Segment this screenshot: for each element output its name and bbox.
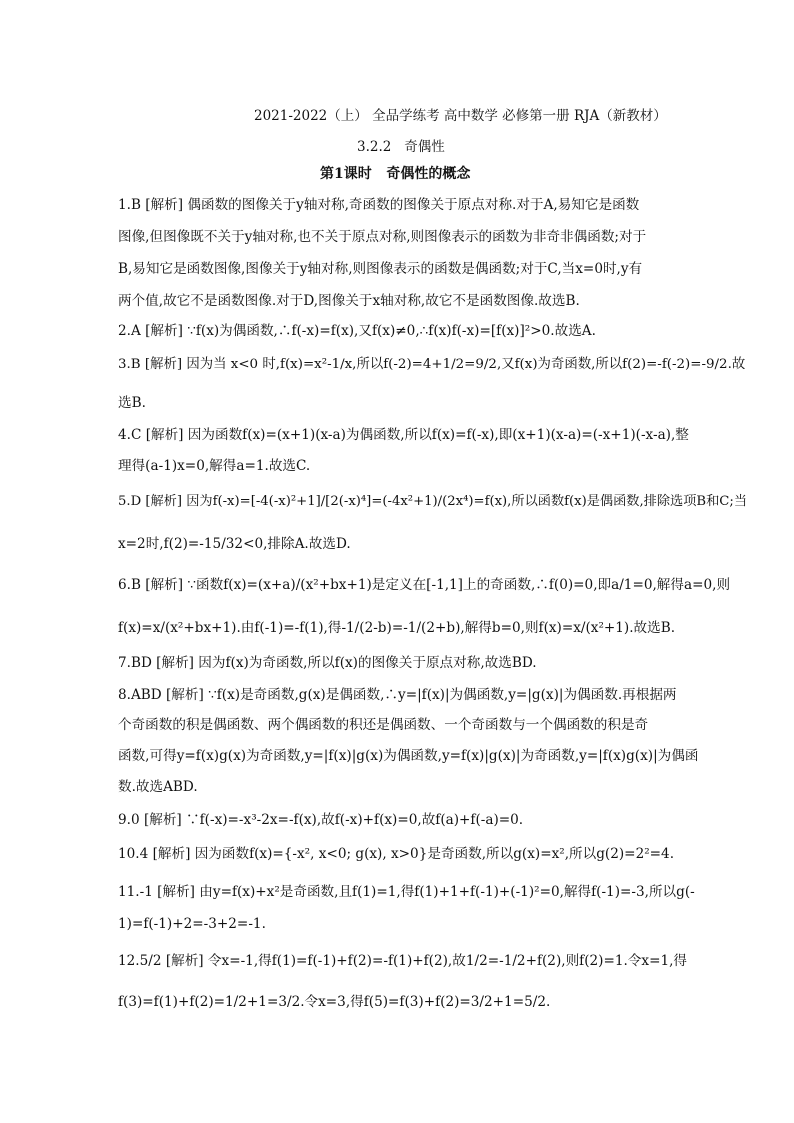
answer-1-line-2: 图像,但图像既不关于y轴对称,也不关于原点对称,则图像表示的函数为非奇非偶函数;对于 [118, 229, 647, 245]
answer-10-line-1: 10.4 [解析] 因为函数f(x)={-x², x<0; g(x), x>0}是奇函数,所以g(x)=x²,所以g(2)=2²=4. [118, 846, 675, 862]
answer-1-line-1: 1.B [解析] 偶函数的图像关于y轴对称,奇函数的图像关于原点对称.对于A,易知它是函数 [118, 197, 640, 213]
answer-8-line-1: 8.ABD [解析] ∵f(x)是奇函数,g(x)是偶函数,∴y=|f(x)|为偶函数,y=|g(x)|为偶函数.再根据两 [118, 687, 677, 703]
answer-8-line-2: 个奇函数的积是偶函数、两个偶函数的积还是偶函数、一个奇函数与一个偶函数的积是奇 [118, 717, 649, 733]
answer-11-line-2: 1)=f(-1)+2=-3+2=-1. [118, 916, 266, 932]
answer-5-line-1: 5.D [解析] 因为f(-x)=[-4(-x)²+1]/[2(-x)⁴]=(-4x²+1)/(2x⁴)=f(x),所以函数f(x)是偶函数,排除选项B和C;当 [118, 494, 748, 509]
answer-2-line-1: 2.A [解析] ∵f(x)为偶函数,∴f(-x)=f(x),又f(x)≠0,∴f(x)f(-x)=[f(x)]²>0.故选A. [118, 323, 596, 339]
section-heading [357, 135, 445, 155]
answer-11-line-1: 11.-1 [解析] 由y=f(x)+x²是奇函数,且f(1)=1,得f(1)+1+f(-1)+(-1)²=0,解得f(-1)=-3,所以g(- [118, 884, 695, 900]
lesson-title [320, 163, 470, 183]
lesson-label: 第1课时 [320, 166, 372, 182]
page-header: 2021-2022（上） 全品学练考 高中数学 必修第一册 RJA（新教材） [254, 108, 667, 124]
answer-12-line-2: f(3)=f(1)+f(2)=1/2+1=3/2.令x=3,得f(5)=f(3)+f(2)=3/2+1=5/2. [118, 994, 551, 1010]
section-number: 3.2.2 [357, 139, 392, 155]
section-title: 奇偶性 [404, 139, 445, 155]
answer-1-line-4: 两个值,故它不是函数图像.对于D,图像关于x轴对称,故它不是函数图像.故选B. [118, 293, 580, 309]
answer-9-line-1: 9.0 [解析] ∵f(-x)=-x³-2x=-f(x),故f(-x)+f(x)=0,故f(a)+f(-a)=0. [118, 812, 524, 828]
answer-8-line-3: 函数,可得y=f(x)g(x)为奇函数,y=|f(x)|g(x)为偶函数,y=f(x)|g(x)|为奇函数,y=|f(x)g(x)|为偶函 [118, 748, 699, 764]
answer-5-line-2: x=2时,f(2)=-15/32<0,排除A.故选D. [118, 536, 351, 552]
answer-12-line-1: 12.5/2 [解析] 令x=-1,得f(1)=f(-1)+f(2)=-f(1)+f(2),故1/2=-1/2+f(2),则f(2)=1.令x=1,得 [118, 953, 688, 969]
answer-4-line-2: 理得(a-1)x=0,解得a=1.故选C. [118, 458, 311, 474]
lesson-name: 奇偶性的概念 [386, 166, 471, 182]
answer-6-line-2: f(x)=x/(x²+bx+1).由f(-1)=-f(1),得-1/(2-b)=-1/(2+b),解得b=0,则f(x)=x/(x²+1).故选B. [118, 620, 676, 636]
answer-1-line-3: B,易知它是函数图像,图像关于y轴对称,则图像表示的函数是偶函数;对于C,当x=0时,y有 [118, 261, 643, 277]
answer-3-line-2: 选B. [118, 395, 146, 411]
answer-4-line-1: 4.C [解析] 因为函数f(x)=(x+1)(x-a)为偶函数,所以f(x)=f(-x),即(x+1)(x-a)=(-x+1)(-x-a),整 [118, 427, 689, 443]
answer-3-line-1: 3.B [解析] 因为当 x<0 时,f(x)=x²-1/x,所以f(-2)=4+1/2=9/2,又f(x)为奇函数,所以f(2)=-f(-2)=-9/2.故 [118, 357, 746, 372]
answer-8-line-4: 数.故选ABD. [118, 779, 198, 795]
answer-7-line-1: 7.BD [解析] 因为f(x)为奇函数,所以f(x)的图像关于原点对称,故选BD. [118, 655, 537, 671]
answer-6-line-1: 6.B [解析] ∵函数f(x)=(x+a)/(x²+bx+1)是定义在[-1,1]上的奇函数,∴f(0)=0,即a/1=0,解得a=0,则 [118, 577, 731, 593]
